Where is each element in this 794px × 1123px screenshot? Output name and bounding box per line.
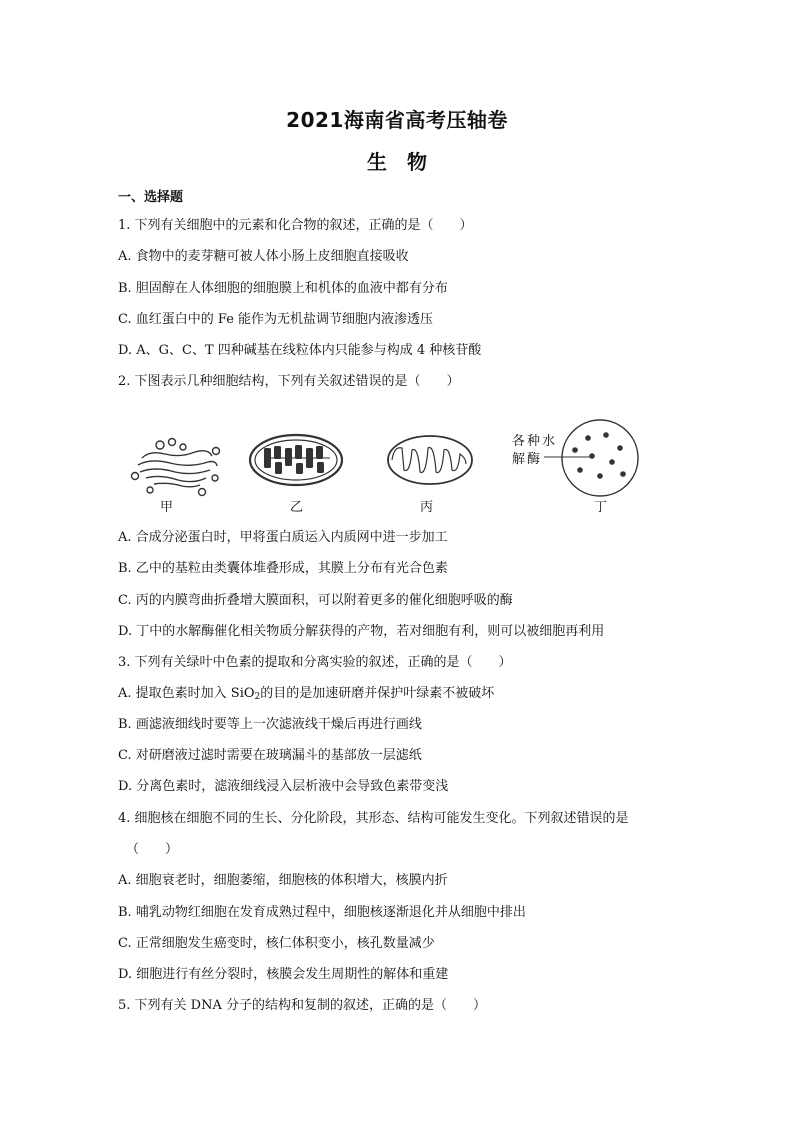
annotation-hydrolase-1: 各种水 [512,434,558,449]
question-4-stem: 4. 细胞核在细胞不同的生长、分化阶段，其形态、结构可能发生变化。下列叙述错误的是 [118,811,629,826]
question-4-stem-cont: （ ） [126,842,179,857]
question-4-option-a: A. 细胞衰老时，细胞萎缩，细胞核的体积增大，核膜内折 [118,873,448,888]
question-2-option-a: A. 合成分泌蛋白时，甲将蛋白质运入内质网中进一步加工 [118,530,448,545]
label-ding: 丁 [594,500,608,515]
label-bing: 丙 [420,500,434,515]
q3-a-text-end: 的目的是加速研磨并保护叶绿素不被破坏 [260,686,495,701]
question-4-option-c: C. 正常细胞发生癌变时，核仁体积变小，核孔数量减少 [118,936,435,951]
question-5-stem: 5. 下列有关 DNA 分子的结构和复制的叙述，正确的是（ ） [118,998,486,1013]
question-2-option-b: B. 乙中的基粒由类囊体堆叠形成，其膜上分布有光合色素 [118,561,448,576]
section-heading: 一、选择题 [118,190,184,205]
label-yi: 乙 [290,500,304,515]
mitochondrion-drawing [388,436,472,484]
label-jia: 甲 [160,500,174,515]
question-1-option-b: B. 胆固醇在人体细胞的细胞膜上和机体的血液中都有分布 [118,281,448,296]
question-3-option-a [118,685,494,706]
question-3-option-c: C. 对研磨液过滤时需要在玻璃漏斗的基部放一层滤纸 [118,748,422,763]
exam-title: 2021海南省高考压轴卷 [286,108,508,132]
question-1-option-d: D. A、G、C、T 四种碱基在线粒体内只能参与构成 4 种核苷酸 [118,343,482,358]
question-3-stem: 3. 下列有关绿叶中色素的提取和分离实验的叙述，正确的是（ ） [118,655,512,670]
cell-structures-figure [120,418,660,518]
organelle-diagram [120,418,660,518]
lysosome-drawing [544,420,638,496]
question-4-option-b: B. 哺乳动物红细胞在发育成熟过程中，细胞核逐渐退化并从细胞中排出 [118,905,526,920]
chloroplast-drawing [250,435,342,485]
golgi-apparatus-drawing [132,439,220,496]
q3-a-subscript: 2 [254,692,261,702]
question-3-option-d: D. 分离色素时，滤液细线浸入层析液中会导致色素带变浅 [118,779,449,794]
question-3-option-b: B. 画滤液细线时要等上一次滤液线干燥后再进行画线 [118,717,422,732]
question-2-option-d: D. 丁中的水解酶催化相关物质分解获得的产物，若对细胞有利，则可以被细胞再利用 [118,624,605,639]
question-1-option-a: A. 食物中的麦芽糖可被人体小肠上皮细胞直接吸收 [118,249,409,264]
q3-a-text-start: A. 提取色素时加入 SiO [118,686,255,701]
annotation-hydrolase-2: 解酶 [512,452,543,467]
question-1-option-c: C. 血红蛋白中的 Fe 能作为无机盐调节细胞内液渗透压 [118,312,434,327]
question-2-stem: 2. 下图表示几种细胞结构，下列有关叙述错误的是（ ） [118,374,460,389]
question-4-option-d: D. 细胞进行有丝分裂时，核膜会发生周期性的解体和重建 [118,967,449,982]
question-2-option-c: C. 丙的内膜弯曲折叠增大膜面积，可以附着更多的催化细胞呼吸的酶 [118,593,513,608]
question-1-stem: 1. 下列有关细胞中的元素和化合物的叙述，正确的是（ ） [118,218,473,233]
subject-title: 生 物 [367,150,427,174]
